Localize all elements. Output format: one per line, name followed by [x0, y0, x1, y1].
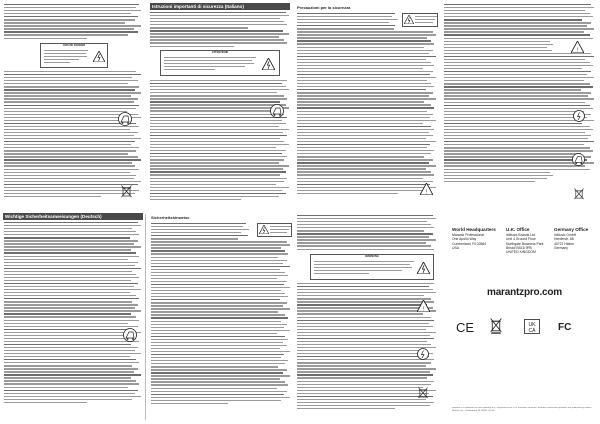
bin-recycling-icon — [121, 185, 132, 198]
italian-warning-box — [160, 50, 280, 76]
lightning-warning-icon — [259, 225, 269, 234]
trolley-cart-icon — [123, 328, 137, 342]
hearing-warning-icon — [420, 183, 433, 195]
french-warning-box — [40, 43, 108, 68]
lightning-warning-icon — [404, 15, 414, 24]
brand-url: marantzpro.com — [487, 287, 562, 298]
uk-office-address: inMusic Brands Ltd. Unit 4 Ground Floor Northgate Business Park Bristol BS16 9FB UNITED KINGDOM — [506, 232, 544, 255]
svg-text:!: ! — [576, 47, 579, 53]
german-precautions-text — [151, 223, 291, 420]
german-warning-box — [257, 223, 292, 237]
ce-mark-icon — [456, 320, 476, 334]
svg-text:!: ! — [425, 189, 428, 195]
right-top-text — [444, 4, 596, 210]
weee-bin-icon — [490, 318, 502, 334]
lightning-warning-icon — [417, 262, 430, 274]
french-warning-title: AVIS DE DANGER — [62, 44, 86, 47]
electric-shock-icon — [573, 110, 585, 122]
italian-section-header: Istruzioni importanti di sicurezza (Italiano) — [150, 3, 290, 10]
uk-office — [506, 224, 550, 259]
svg-text:CE: CE — [456, 320, 475, 334]
uk-office-title: U.K. Office — [506, 227, 530, 233]
german-section-header: Wichtige Sicherheitsanweisungen (Deutsch) — [3, 213, 143, 220]
certification-marks-row — [452, 318, 594, 340]
trolley-cart-icon — [572, 153, 585, 166]
german-text-column — [4, 222, 142, 420]
trolley-cart-icon — [118, 112, 132, 126]
french-text-lines — [4, 4, 142, 41]
world-headquarters-title: World Headquarters — [452, 227, 496, 233]
lightning-warning-icon — [262, 58, 275, 70]
svg-text:CA: CA — [528, 328, 536, 334]
svg-text:!: ! — [422, 306, 425, 312]
bin-recycling-icon — [574, 188, 584, 200]
german-continued-text-2 — [297, 283, 437, 420]
lightning-warning-icon — [93, 51, 105, 62]
italian-text-column-2 — [150, 80, 290, 210]
svg-text:FC: FC — [558, 322, 572, 333]
world-headquarters — [452, 224, 500, 255]
italian-warning-title: ATTENZIONE — [211, 51, 229, 54]
electric-shock-icon — [417, 348, 429, 360]
trolley-cart-icon — [270, 104, 284, 118]
svg-text:UK: UK — [528, 322, 536, 328]
hearing-warning-icon — [417, 300, 430, 312]
german-warning-title: WARNUNG — [365, 255, 379, 258]
ukca-mark-icon — [524, 319, 540, 334]
germany-office-address: inMusic GmbH Herderstr. 68 40721 Hilden Germany — [554, 232, 577, 251]
fcc-mark-icon — [558, 319, 576, 333]
hearing-warning-icon — [571, 41, 584, 53]
italian-precautions-warning-box — [402, 13, 438, 27]
world-headquarters-address: Marantz Professional One Apollo Way Cumberland, RI 02864 USA — [452, 232, 487, 251]
italian-precautions-text — [297, 13, 437, 210]
footer-text: Marantz is a trademark of D&M Holdings Inc., registered in the U.S. and other countries. Marantz Professional products are produced by inMusic Brands, Inc., Cumberland, RI 02864, U.S.A. — [452, 407, 592, 412]
germany-office-title: Germany Office — [554, 227, 589, 233]
italian-precautions-title: Precauzioni per la sicurezza — [297, 5, 351, 10]
german-warning-box-2 — [310, 254, 434, 280]
germany-office — [554, 224, 598, 255]
bin-recycling-icon — [418, 387, 428, 399]
german-precautions-title: Sicherheitshinweise — [151, 215, 190, 220]
